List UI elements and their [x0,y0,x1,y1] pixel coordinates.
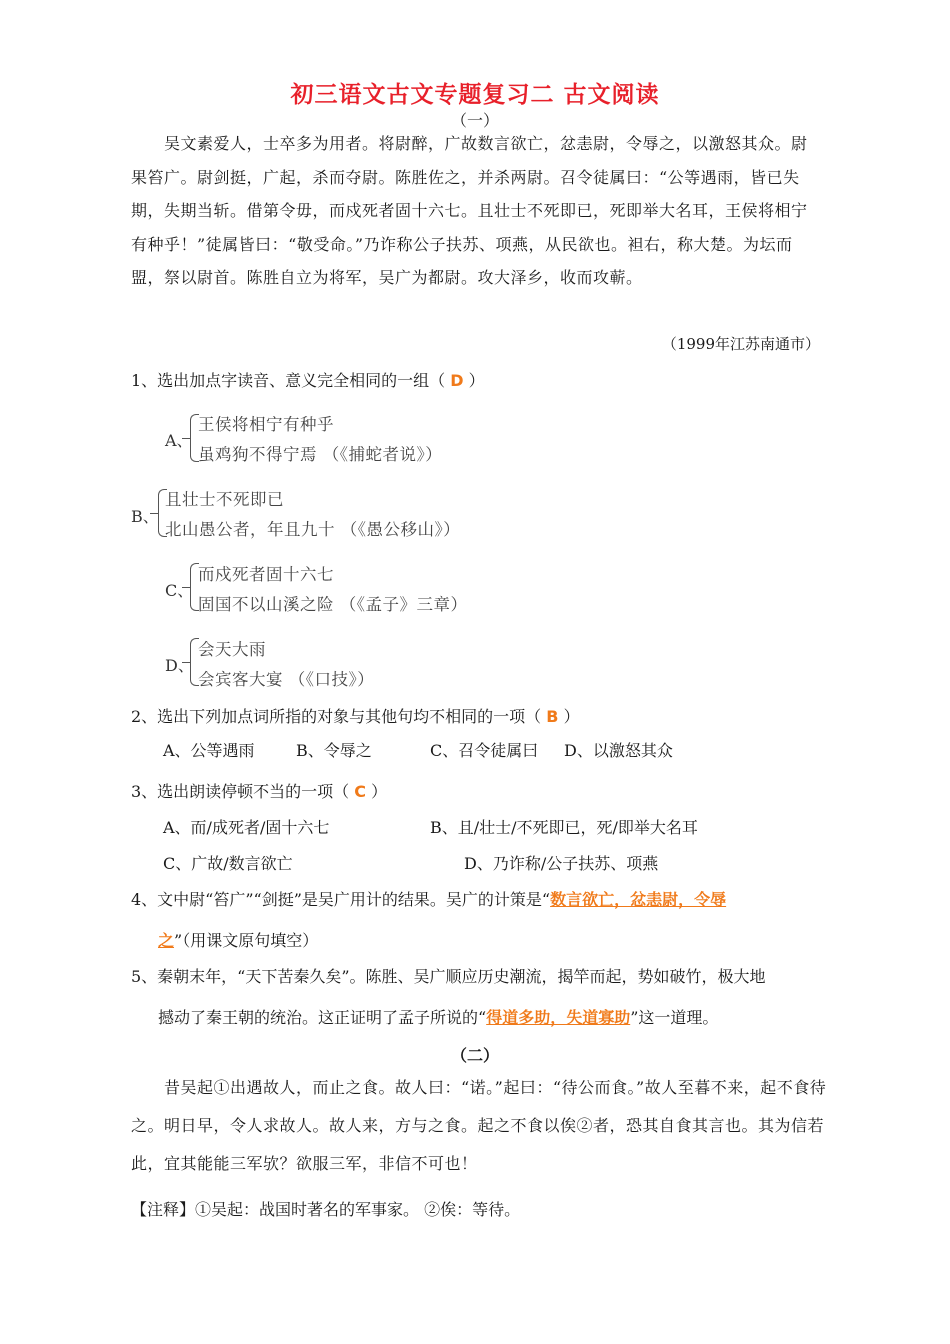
q3-option-c: C、广故/数言欲亡 [163,854,293,873]
q2-option-d: D、以激怒其众 [564,741,673,760]
annotation-notes: 【注释】①吴起：战国时著名的军事家。 ②俟：等待。 [131,1200,521,1219]
option-a-line1: 王侯将相宁有种乎 [198,415,334,434]
answer-3: C [354,782,367,801]
q3-option-a: A、而/成死者/固十六七 [163,818,330,837]
question-2: 2、选出下列加点词所指的对象与其他句均不相同的一项（ B ） [131,707,580,726]
question-4-cont: 之”（用课文原句填空） [158,931,319,950]
option-b-label: B、 [131,507,159,526]
part-one-label: （一） [450,111,499,130]
option-c-line1: 而戍死者固十六七 [198,565,334,584]
passage-one: 吴文素爱人，士卒多为用者。将尉醉，广故数言欲亡，忿恚尉，令辱之，以激怒其众。尉果笞广。尉剑挺，广起，杀而夺尉。陈胜佐之，并杀两尉。召令徒属曰：“公等遇雨，皆已失期，失期当斩。借第令毋，而戍死者固十六七。且壮士不死即已，死即举大名耳，王侯将相宁有种乎！”徒属皆曰：“敬受命。”乃诈称公子扶苏、项燕，从民欲也。袒右，称大楚。为坛而盟，祭以尉首。陈胜自立为将军，吴广为都尉。攻大泽乡，收而攻蕲。 [131,134,808,287]
q3-option-d: D、乃诈称/公子扶苏、项燕 [464,854,659,873]
answer-1: D [450,371,464,390]
option-d-line2: 会宾客大宴 （《口技》） [198,670,375,689]
question-3: 3、选出朗读停顿不当的一项（ C ） [131,782,388,801]
answer-2: B [546,707,559,726]
passage-two: 昔吴起①出遇故人，而止之食。故人曰：“诺。”起曰：“待公而食。”故人至暮不来，起不食待之。明日早，令人求故人。故人来，方与之食。起之不食以俟②者，恐其自食其言也。其为信若此，宜其能能三军欤？欲服三军，非信不可也！ [131,1078,827,1173]
option-d-label: D、 [165,656,194,675]
source-note: （1999年江苏南通市） [661,335,820,353]
answer-4-part2: 之 [158,931,175,950]
question-1: 1、选出加点字读音、意义完全相同的一组（ D ） [131,371,485,390]
question-5-cont: 撼动了秦王朝的统治。这正证明了孟子所说的“得道多助，失道寡助”这一道理。 [158,1008,719,1027]
q2-option-a: A、公等遇雨 [163,741,255,760]
answer-4-part1: 数言欲亡，忿恚尉，令辱 [550,890,727,909]
option-c-line2: 固国不以山溪之险 （《孟子》三章） [198,595,468,614]
option-d-line1: 会天大雨 [198,640,266,659]
q2-option-b: B、令辱之 [296,741,372,760]
question-4: 4、文中尉“笞广”“剑挺”是吴广用计的结果。吴广的计策是“数言欲亡，忿恚尉，令辱 [131,890,727,909]
option-b-line1: 且壮士不死即已 [165,490,284,509]
q2-option-c: C、召令徒属曰 [430,741,539,760]
option-c-label: C、 [165,581,194,600]
part-two-label: （二） [450,1046,499,1065]
q3-option-b: B、且/壮士/不死即已，死/即举大名耳 [430,818,698,837]
page-title: 初三语文古文专题复习二 古文阅读 [290,81,660,108]
question-5: 5、秦朝末年，“天下苦秦久矣”。陈胜、吴广顺应历史潮流，揭竿而起，势如破竹，极大地 [131,967,766,986]
option-a-line2: 虽鸡狗不得宁焉 （《捕蛇者说》） [198,445,443,464]
answer-5: 得道多助，失道寡助 [486,1008,631,1027]
option-b-line2: 北山愚公者，年且九十 （《愚公移山》） [165,520,461,539]
option-a-label: A、 [165,431,193,450]
